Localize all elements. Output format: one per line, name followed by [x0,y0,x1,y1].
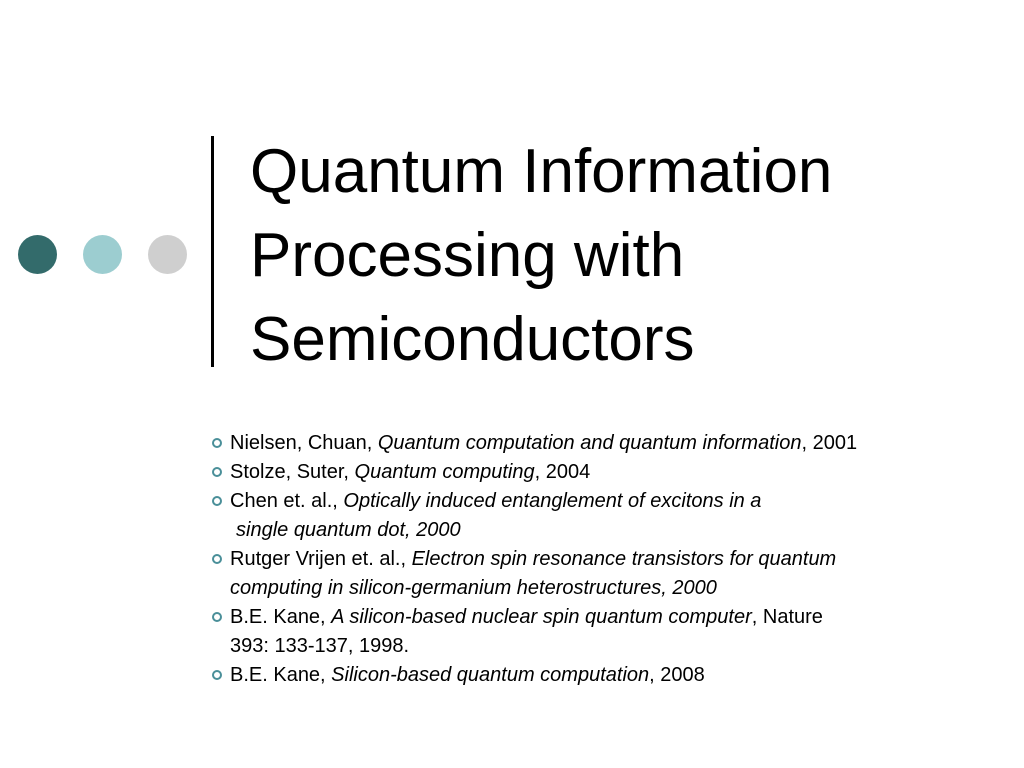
reference-item [208,661,1008,690]
reference-authors: Nielsen, Chuan, [230,432,378,454]
title-divider [211,136,214,367]
reference-title: Quantum computation and quantum information [377,432,802,454]
bullet-icon [212,670,222,680]
reference-continuation [230,516,1008,545]
reference-line [230,487,1008,516]
reference-year: , 2001 [801,432,858,454]
reference-authors: B.E. Kane, [230,664,332,686]
bullet-icon [212,554,222,564]
reference-list [208,429,1008,690]
title-line-1: Quantum Information [250,137,833,206]
title-line-2: Processing with [250,221,685,290]
bullet-icon [212,467,222,477]
reference-line [230,545,1008,574]
reference-item [208,458,1008,487]
reference-item [208,545,1008,603]
reference-authors: Stolze, Suter, [230,461,355,483]
reference-journal: , Nature [751,606,823,628]
decorative-dot-teal [83,235,122,274]
reference-year: , 2008 [649,664,705,686]
reference-continuation: 393: 133-137, 1998. [230,635,410,657]
reference-title-continued: computing in silicon-germanium heterostructures, 2000 [230,577,717,599]
reference-line [230,603,1008,632]
reference-line [230,458,1008,487]
decorative-dot-gray [148,235,187,274]
reference-title-continued: single quantum dot, 2000 [236,519,461,541]
reference-line [230,429,1008,458]
reference-title: Quantum computing [354,461,535,483]
reference-title: Silicon-based quantum computation [331,664,650,686]
slide-title [250,130,1010,382]
reference-item [208,487,1008,545]
reference-line [230,661,1008,690]
bullet-icon [212,612,222,622]
bullet-icon [212,438,222,448]
reference-authors: B.E. Kane, [230,606,332,628]
reference-title: A silicon-based nuclear spin quantum computer [331,606,752,628]
reference-title: Optically induced entanglement of excitons in a [343,490,762,512]
reference-year: , 2004 [534,461,591,483]
reference-item [208,603,1008,661]
decorative-dot-dark [18,235,57,274]
reference-authors: Chen et. al., [230,490,344,512]
reference-item [208,429,1008,458]
reference-authors: Rutger Vrijen et. al., [230,548,412,570]
reference-continuation [230,574,1008,603]
reference-title: Electron spin resonance transistors for quantum [411,548,837,570]
bullet-icon [212,496,222,506]
title-line-3: Semiconductors [250,305,695,374]
